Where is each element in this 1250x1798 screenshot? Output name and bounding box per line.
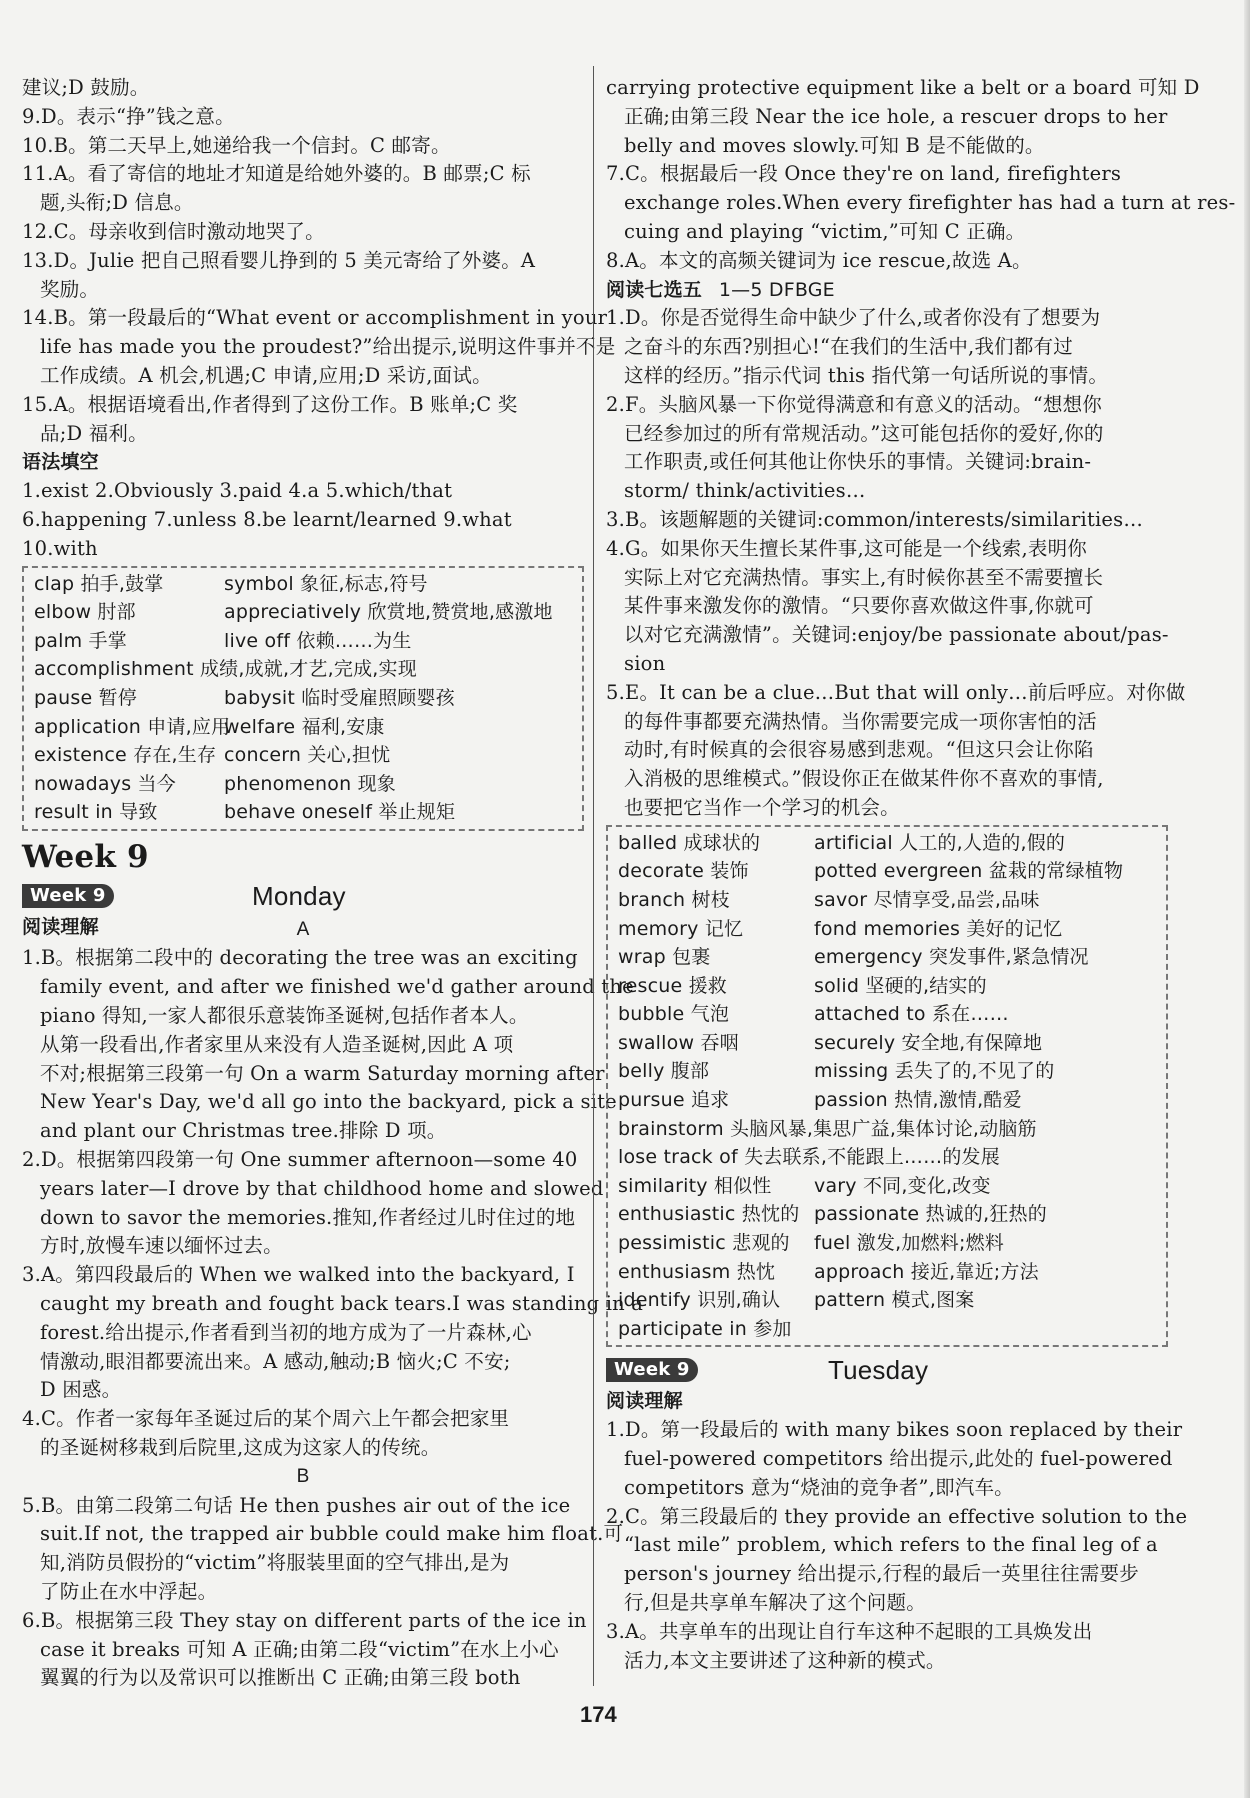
text-line: 品;D 福利。 xyxy=(40,421,148,445)
vocab-row xyxy=(618,1286,1156,1315)
text-line: life has made you the proudest?”给出提示,说明这件事并不是 xyxy=(40,335,616,359)
vocab-entry: participate in 参加 xyxy=(618,1317,792,1340)
vocab-box-right xyxy=(606,825,1168,1348)
text-line: storm/ think/activities… xyxy=(624,479,866,503)
text-line: New Year's Day, we'd all go into the backyard, pick a site xyxy=(40,1090,617,1114)
text-line: years later—I drove by that childhood home and slowed xyxy=(40,1176,604,1200)
vocab-entry: wrap 包裹 xyxy=(618,946,711,969)
vocab-entry: passionate 热诚的,狂热的 xyxy=(814,1203,1047,1226)
text-line: 正确;由第三段 Near the ice hole, a rescuer drops to her xyxy=(624,104,1168,128)
vocab-entry: accomplishment 成绩,成就,才艺,完成,实现 xyxy=(34,658,417,681)
text-line: 已经参加过的所有常规活动。”这可能包括你的爱好,你的 xyxy=(624,421,1104,445)
text-line: 10.B。第二天早上,她递给我一个信封。C 邮寄。 xyxy=(22,133,451,157)
vocab-row xyxy=(618,857,1156,886)
vocab-row xyxy=(618,915,1156,944)
right-answers-top xyxy=(606,74,1236,276)
reading-heading-monday: 阅读理解 xyxy=(22,915,99,938)
section-b-answers xyxy=(22,1492,624,1694)
text-line: 工作成绩。A 机会,机遇;C 申请,应用;D 采访,面试。 xyxy=(40,363,492,387)
grammar-answers xyxy=(22,477,584,563)
text-line: piano 得知,一家人都很乐意装饰圣诞树,包括作者本人。 xyxy=(40,1004,529,1028)
vocab-row xyxy=(618,1086,1156,1115)
vocab-entry: belly 腹部 xyxy=(618,1060,710,1083)
vocab-row xyxy=(34,598,572,627)
text-line: 5.E。It can be a clue…But that will only…前后呼应。对你做 xyxy=(606,680,1186,704)
text-line: 3.B。该题解题的关键词:common/interests/similarities… xyxy=(606,507,1144,531)
vocab-row xyxy=(34,770,572,799)
vocab-row xyxy=(34,798,572,827)
vocab-entry: similarity 相似性 xyxy=(618,1174,772,1197)
seven-choose-five-heading xyxy=(606,276,1168,305)
text-line: 知,消防员假扮的“victim”将服装里面的空气排出,是为 xyxy=(40,1551,510,1575)
vocab-entry: behave oneself 举止规矩 xyxy=(224,801,456,824)
vocab-entry: pessimistic 悲观的 xyxy=(618,1232,790,1255)
seven-answers: 1—5 DFBGE xyxy=(718,278,835,301)
vocab-row xyxy=(618,1143,1156,1172)
text-line: 2.C。第三段最后的 they provide an effective solution to the xyxy=(606,1504,1188,1528)
section-a-answers xyxy=(22,944,644,1462)
text-line: 动时,有时候真的会很容易感到悲观。“但这只会让你陷 xyxy=(624,738,1094,762)
vocab-entry: approach 接近,靠近;方法 xyxy=(814,1260,1039,1283)
text-line: cuing and playing “victim,”可知 C 正确。 xyxy=(624,219,1026,243)
vocab-row xyxy=(618,1000,1156,1029)
vocab-entry: live off 依赖……为生 xyxy=(224,629,412,652)
vocab-row xyxy=(618,1258,1156,1287)
text-line: forest.给出提示,作者看到当初的地方成为了一片森林,心 xyxy=(40,1320,532,1344)
week-badge-tuesday: Week 9 xyxy=(606,1358,698,1382)
text-line: belly and moves slowly.可知 B 是不能做的。 xyxy=(624,133,1045,157)
tuesday-header xyxy=(606,1353,1168,1387)
vocab-entry: enthusiasm 热忱 xyxy=(618,1260,776,1283)
vocab-row xyxy=(618,1315,1156,1344)
text-line: 入消极的思维模式。”假设你正在做某件你不喜欢的事情, xyxy=(624,767,1104,791)
vocab-entry: phenomenon 现象 xyxy=(224,772,397,795)
seven-heading-label: 阅读七选五 xyxy=(606,278,703,301)
vocab-entry: existence 存在,生存 xyxy=(34,744,217,767)
vocab-entry: concern 关心,担忧 xyxy=(224,744,391,767)
text-line: 方时,放慢车速以缅怀过去。 xyxy=(40,1234,283,1258)
text-line: 10.with xyxy=(22,536,98,560)
text-line: down to savor the memories.推知,作者经过儿时住过的地 xyxy=(40,1205,576,1229)
text-line: case it breaks 可知 A 正确;由第二段“victim”在水上小心 xyxy=(40,1637,559,1661)
vocab-row xyxy=(618,886,1156,915)
vocab-entry: welfare 福利,安康 xyxy=(224,715,385,738)
vocab-row xyxy=(34,627,572,656)
vocab-entry: securely 安全地,有保障地 xyxy=(814,1031,1043,1054)
text-line: 8.A。本文的高频关键词为 ice rescue,故选 A。 xyxy=(606,248,1032,272)
vocab-entry: pursue 追求 xyxy=(618,1089,730,1112)
text-line: 3.A。共享单车的出现让自行车这种不起眼的工具焕发出 xyxy=(606,1619,1093,1643)
vocab-entry: nowadays 当今 xyxy=(34,772,176,795)
monday-header xyxy=(22,879,584,913)
text-line: 之奋斗的东西?别担心!“在我们的生活中,我们都有过 xyxy=(624,335,1073,359)
vocab-entry: potted evergreen 盆栽的常绿植物 xyxy=(814,860,1124,883)
vocab-entry: emergency 突发事件,紧急情况 xyxy=(814,946,1089,969)
vocab-row xyxy=(618,943,1156,972)
text-line: 从第一段看出,作者家里从来没有人造圣诞树,因此 A 项 xyxy=(40,1032,514,1056)
text-line: 2.F。头脑风暴一下你觉得满意和有意义的活动。“想想你 xyxy=(606,392,1103,416)
text-line: caught my breath and fought back tears.I was standing in a xyxy=(40,1292,644,1316)
text-line: “last mile” problem, which refers to the final leg of a xyxy=(624,1533,1158,1557)
text-line: 以对它充满激情”。关键词:enjoy/be passionate about/pas- xyxy=(624,623,1169,647)
vocab-row xyxy=(618,1172,1156,1201)
vocab-row xyxy=(618,1229,1156,1258)
vocab-row xyxy=(34,655,572,684)
vocab-entry: decorate 装饰 xyxy=(618,860,749,883)
vocab-row xyxy=(618,1200,1156,1229)
text-line: competitors 意为“烧油的竞争者”,即汽车。 xyxy=(624,1475,1014,1499)
vocab-entry: lose track of 失去联系,不能跟上……的发展 xyxy=(618,1146,1000,1169)
page-number: 174 xyxy=(580,1702,617,1727)
vocab-row xyxy=(618,1057,1156,1086)
vocab-entry: fond memories 美好的记忆 xyxy=(814,917,1063,940)
vocab-row xyxy=(34,713,572,742)
vocab-row xyxy=(34,684,572,713)
section-b-label: B xyxy=(296,1465,310,1487)
vocab-entry: fuel 激发,加燃料;燃料 xyxy=(814,1232,1004,1255)
text-line: 的圣诞树移栽到后院里,这成为这家人的传统。 xyxy=(40,1436,441,1460)
text-line: 12.C。母亲收到信时激动地哭了。 xyxy=(22,219,325,243)
text-line: person's journey 给出提示,行程的最后一英里往往需要步 xyxy=(624,1562,1139,1586)
text-line: 6.happening 7.unless 8.be learnt/learned 9.what xyxy=(22,507,512,531)
vocab-entry: palm 手掌 xyxy=(34,629,127,652)
vocab-entry: branch 树枝 xyxy=(618,888,730,911)
text-line: 4.C。作者一家每年圣诞过后的某个周六上午都会把家里 xyxy=(22,1407,510,1431)
text-line: 5.B。由第二段第二句话 He then pushes air out of the ice xyxy=(22,1493,571,1517)
text-line: 13.D。Julie 把自己照看婴儿挣到的 5 美元寄给了外婆。A xyxy=(22,248,536,272)
text-line: 3.A。第四段最后的 When we walked into the backyard, I xyxy=(22,1263,575,1287)
vocab-row xyxy=(34,570,572,599)
text-line: sion xyxy=(624,651,666,675)
vocab-entry: swallow 吞咽 xyxy=(618,1031,739,1054)
text-line: 11.A。看了寄信的地址才知道是给她外婆的。B 邮票;C 标 xyxy=(22,162,531,186)
text-line: 7.C。根据最后一段 Once they're on land, firefighters xyxy=(606,162,1122,186)
text-line: family event, and after we finished we'd gather around the xyxy=(40,975,634,999)
vocab-entry: memory 记忆 xyxy=(618,917,744,940)
text-line: 翼翼的行为以及常识可以推断出 C 正确;由第三段 both xyxy=(40,1666,521,1690)
text-line: 也要把它当作一个学习的机会。 xyxy=(624,795,900,819)
text-line: 建议;D 鼓励。 xyxy=(22,76,150,99)
text-line: 某件事来激发你的激情。“只要你喜欢做这件事,你就可 xyxy=(624,594,1094,618)
text-line: and plant our Christmas tree.排除 D 项。 xyxy=(40,1119,447,1143)
vocab-entry: missing 丢失了的,不见了的 xyxy=(814,1060,1055,1083)
vocab-entry: pause 暂停 xyxy=(34,686,137,709)
tuesday-answers xyxy=(606,1416,1188,1675)
seven-choose-five-answers xyxy=(606,304,1186,822)
vocab-entry: rescue 援救 xyxy=(618,974,727,997)
vocab-entry: appreciatively 欣赏地,赞赏地,感激地 xyxy=(224,601,553,624)
vocab-entry: bubble 气泡 xyxy=(618,1003,730,1026)
text-line: 6.B。根据第三段 They stay on different parts of the ice in xyxy=(22,1608,587,1632)
vocab-row xyxy=(618,1029,1156,1058)
text-line: suit.If not, the trapped air bubble could make him float.可 xyxy=(40,1522,624,1546)
text-line: 1.D。第一段最后的 with many bikes soon replaced by their xyxy=(606,1418,1183,1442)
vocab-entry: brainstorm 头脑风暴,集思广益,集体讨论,动脑筋 xyxy=(618,1117,1037,1140)
vocab-row xyxy=(618,829,1156,858)
day-title-tuesday: Tuesday xyxy=(828,1355,929,1386)
text-line: 了防止在水中浮起。 xyxy=(40,1580,218,1604)
grammar-heading: 语法填空 xyxy=(22,451,99,474)
vocab-entry: enthusiastic 热忱的 xyxy=(618,1203,800,1226)
text-line: 行,但是共享单车解决了这个问题。 xyxy=(624,1590,926,1614)
vocab-row xyxy=(618,1115,1156,1144)
text-line: 奖励。 xyxy=(40,277,100,301)
text-line: 9.D。表示“挣”钱之意。 xyxy=(22,104,235,128)
text-line: 14.B。第一段最后的“What event or accomplishment in your xyxy=(22,306,608,330)
vocab-entry: application 申请,应用 xyxy=(34,715,231,738)
left-answers-top xyxy=(22,74,616,448)
text-line: carrying protective equipment like a belt or a board 可知 D xyxy=(606,76,1200,99)
text-line: 题,头衔;D 信息。 xyxy=(40,191,194,215)
vocab-entry: clap 拍手,鼓掌 xyxy=(34,572,164,595)
text-line: 情激动,眼泪都要流出来。A 感动,触动;B 恼火;C 不安; xyxy=(40,1349,511,1373)
vocab-box-left xyxy=(22,566,584,831)
vocab-row xyxy=(34,741,572,770)
left-column xyxy=(22,74,644,1693)
vocab-entry: identify 识别,确认 xyxy=(618,1289,781,1312)
right-column xyxy=(606,74,1236,1675)
text-line: 15.A。根据语境看出,作者得到了这份工作。B 账单;C 奖 xyxy=(22,392,518,416)
vocab-entry: artificial 人工的,人造的,假的 xyxy=(814,831,1066,854)
text-line: 的每件事都要充满热情。当你需要完成一项你害怕的活 xyxy=(624,709,1097,733)
vocab-entry: result in 导致 xyxy=(34,801,158,824)
text-line: D 困惑。 xyxy=(40,1378,122,1402)
reading-heading-tuesday: 阅读理解 xyxy=(606,1390,683,1413)
vocab-entry: symbol 象征,标志,符号 xyxy=(224,572,428,595)
text-line: 2.D。根据第四段第一句 One summer afternoon—some 40 xyxy=(22,1148,578,1172)
vocab-entry: pattern 模式,图案 xyxy=(814,1289,975,1312)
text-line: 活力,本文主要讲述了这种新的模式。 xyxy=(624,1648,946,1672)
vocab-entry: elbow 肘部 xyxy=(34,601,136,624)
week-title: Week 9 xyxy=(22,838,149,875)
section-a-label: A xyxy=(296,918,310,940)
vocab-entry: savor 尽情享受,品尝,品味 xyxy=(814,888,1040,911)
text-line: exchange roles.When every firefighter has had a turn at res- xyxy=(624,191,1236,215)
day-title-monday: Monday xyxy=(252,880,346,911)
text-line: 1.B。根据第二段中的 decorating the tree was an exciting xyxy=(22,946,578,970)
text-line: 4.G。如果你天生擅长某件事,这可能是一个线索,表明你 xyxy=(606,536,1087,560)
column-divider xyxy=(593,66,594,1686)
vocab-row xyxy=(618,972,1156,1001)
vocab-entry: balled 成球状的 xyxy=(618,831,761,854)
vocab-entry: vary 不同,变化,改变 xyxy=(814,1174,991,1197)
text-line: 工作职责,或任何其他让你快乐的事情。关键词:brain- xyxy=(624,450,1092,474)
page-edge xyxy=(1244,0,1250,1798)
vocab-entry: babysit 临时受雇照顾婴孩 xyxy=(224,686,455,709)
text-line: 不对;根据第三段第一句 On a warm Saturday morning after xyxy=(40,1061,605,1085)
text-line: 1.D。你是否觉得生命中缺少了什么,或者你没有了想要为 xyxy=(606,306,1101,330)
vocab-entry: attached to 系在…… xyxy=(814,1003,1009,1026)
vocab-entry: solid 坚硬的,结实的 xyxy=(814,974,987,997)
text-line: 这样的经历。”指示代词 this 指代第一句话所说的事情。 xyxy=(624,363,1109,387)
text-line: 实际上对它充满热情。事实上,有时候你甚至不需要擅长 xyxy=(624,565,1104,589)
week-badge: Week 9 xyxy=(22,884,114,908)
text-line: 1.exist 2.Obviously 3.paid 4.a 5.which/that xyxy=(22,479,453,503)
text-line: fuel-powered competitors 给出提示,此处的 fuel-powered xyxy=(624,1447,1173,1470)
vocab-entry: passion 热情,激情,酷爱 xyxy=(814,1089,1022,1112)
